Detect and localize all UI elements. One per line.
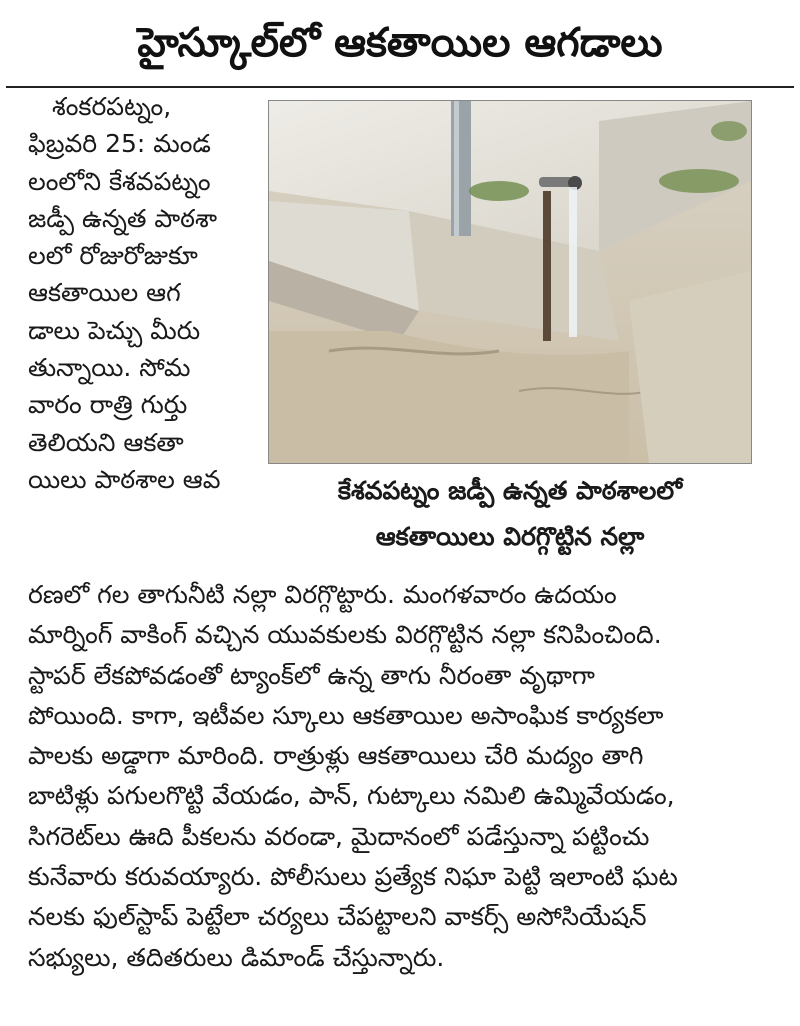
body-line: డాలు పెచ్చు మీరు [28,315,201,345]
body-line: స్టాపర్ లేకపోవడంతో ట్యాంక్‌లో ఉన్న తాగు నీరంతా వృథాగా [28,660,595,690]
body-line: పాలకు అడ్డాగా మారింది. రాత్రుళ్లు ఆకతాయిలు చేరి మద్యం తాగి [28,741,644,771]
body-line: పోయింది. కాగా, ఇటీవల స్కూలు ఆకతాయిల అసాంఘిక కార్యకలా [28,700,664,730]
body-line: తెలియని ఆకతా [28,427,184,457]
body-line: లంలోని కేశవపట్నం [28,166,211,196]
body-line: మార్నింగ్ వాకింగ్ వచ్చిన యువకులకు విరగ్గొట్టిన నల్లా కనిపించింది. [28,620,662,650]
body-line: సభ్యులు, తదితరులు డిమాండ్ చేస్తున్నారు. [28,942,445,972]
body-line: రణలో గల తాగునీటి నల్లా విరగ్గొట్టారు. మంగళవారం ఉదయం [28,580,617,609]
news-photo [268,100,752,464]
body-line: సిగరెట్‌లు ఊది పీకలను వరండా, మైదానంలో పడేస్తున్నా పట్టించు [28,821,650,851]
narrow-column [28,88,260,498]
body-line: ఆకతాయిల ఆగ [28,278,181,308]
body-line: తున్నాయి. సోమ [28,353,191,383]
body-line: జడ్పీ ఉన్నత పాఠశా [28,203,217,233]
body-line: శంకరపట్నం, [52,92,172,121]
photo-caption [268,468,752,560]
body-line: బాటిళ్లు పగులగొట్టి వేయడం, పాన్, గుట్కాలు నమిలి ఉమ్మివేయడం, [28,781,675,811]
body-line: యిలు పాఠశాల ఆవ [28,464,221,494]
body-line: లలో రోజురోజుకూ [28,241,198,271]
body-line: నలకు ఫుల్‌స్టాప్ పెట్టేలా చర్యలు చేపట్టాలని వాకర్స్ అసోసియేషన్ [28,902,647,932]
caption-line: ఆకతాయిలు విరగ్గొట్టిన నల్లా [375,522,645,551]
body-line: కునేవారు కరువయ్యారు. పోలీసులు ప్రత్యేక నిఘా పెట్టి ఇలాంటి ఘట [28,862,678,892]
body-line: ఫిబ్రవరి 25: మండ [28,129,211,159]
caption-line: కేశవపట్నం జడ్పీ ఉన్నత పాఠశాలలో [337,476,683,505]
headline: హైస్కూల్‌లో ఆకతాయిల ఆగడాలు [137,20,663,66]
wide-column [28,575,778,978]
body-line: వారం రాత్రి గుర్తు [28,390,188,420]
broken-tap-illustration [269,101,751,463]
